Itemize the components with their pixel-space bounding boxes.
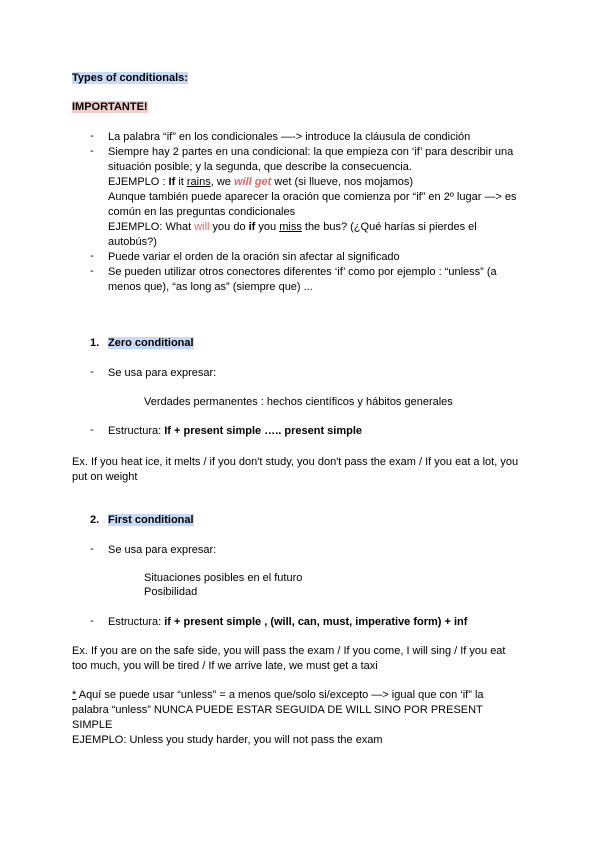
example-2: EJEMPLO: What will you do if you miss the bus? (¿Qué harías si pierdes el (108, 221, 477, 233)
aunque-line2: común en las preguntas condicionales (108, 206, 296, 218)
zero-uso: Se usa para expresar: (108, 367, 217, 379)
first-example-line1: Ex. If you are on the safe side, you will pass the exam / If you come, I will sing / If you eat (72, 645, 506, 657)
bullet-dash: - (90, 615, 94, 627)
intro-bullet-4-line1: Se pueden utilizar otros conectores diferentes ‘if’ como por ejemplo : “unless” (a (108, 266, 497, 278)
note-line1: * Aquí se puede usar “unless” = a menos que/solo si/excepto —> igual que con ‘if” la (72, 689, 484, 701)
bullet-dash: - (90, 543, 94, 555)
intro-bullet-1: La palabra “if” en los condicionales —-> introduce la cláusula de condición (108, 131, 471, 143)
bullet-dash: - (90, 145, 94, 157)
zero-number: 1. (90, 337, 100, 349)
first-situaciones: Situaciones posibles en el futuro (144, 572, 303, 584)
bullet-dash: - (90, 366, 94, 378)
example-2-line2: autobús?) (108, 236, 157, 248)
first-number: 2. (90, 514, 100, 526)
intro-bullet-2-line2: situación posible; y la segunda, que describe la consecuencia. (108, 161, 412, 173)
example-1: EJEMPLO : If it rains, we will get wet (si llueve, nos mojamos) (108, 176, 414, 188)
intro-bullet-3: Puede variar el orden de la oración sin afectar al significado (108, 251, 400, 263)
importante-label: IMPORTANTE! (72, 101, 148, 113)
bullet-dash: - (90, 250, 94, 262)
zero-example-line1: Ex. If you heat ice, it melts / if you don't study, you don't pass the exam / If you eat a lot, you (72, 456, 519, 468)
intro-bullet-2-line1: Siempre hay 2 partes en una condicional: la que empieza con ‘if’ para describir una (108, 146, 514, 158)
first-estructura: Estructura: if + present simple , (will, can, must, imperative form) + inf (108, 616, 468, 628)
first-uso: Se usa para expresar: (108, 544, 217, 556)
zero-example-line2: put on weight (72, 471, 138, 483)
bullet-dash: - (90, 265, 94, 277)
bullet-dash: - (90, 424, 94, 436)
zero-heading: Zero conditional (108, 337, 194, 349)
zero-estructura: Estructura: If + present simple ….. present simple (108, 425, 363, 437)
first-example-line2: too much, you will be tired / If we arrive late, we must get a taxi (72, 660, 378, 672)
zero-verdades: Verdades permanentes : hechos científicos y hábitos generales (144, 396, 453, 408)
note-line2: palabra “unless” NUNCA PUEDE ESTAR SEGUIDA DE WILL SINO POR PRESENT (72, 704, 483, 716)
page-title: Types of conditionals: (72, 72, 188, 84)
note-line3: SIMPLE (72, 719, 113, 731)
aunque-line1: Aunque también puede aparecer la oración que comienza por “if” en 2º lugar —> es (108, 191, 517, 203)
intro-bullet-4-line2: menos que), “as long as” (siempre que) ... (108, 281, 313, 293)
note-example: EJEMPLO: Unless you study harder, you will not pass the exam (72, 734, 383, 746)
bullet-dash: - (90, 130, 94, 142)
first-posibilidad: Posibilidad (144, 586, 198, 598)
first-heading: First conditional (108, 514, 194, 526)
